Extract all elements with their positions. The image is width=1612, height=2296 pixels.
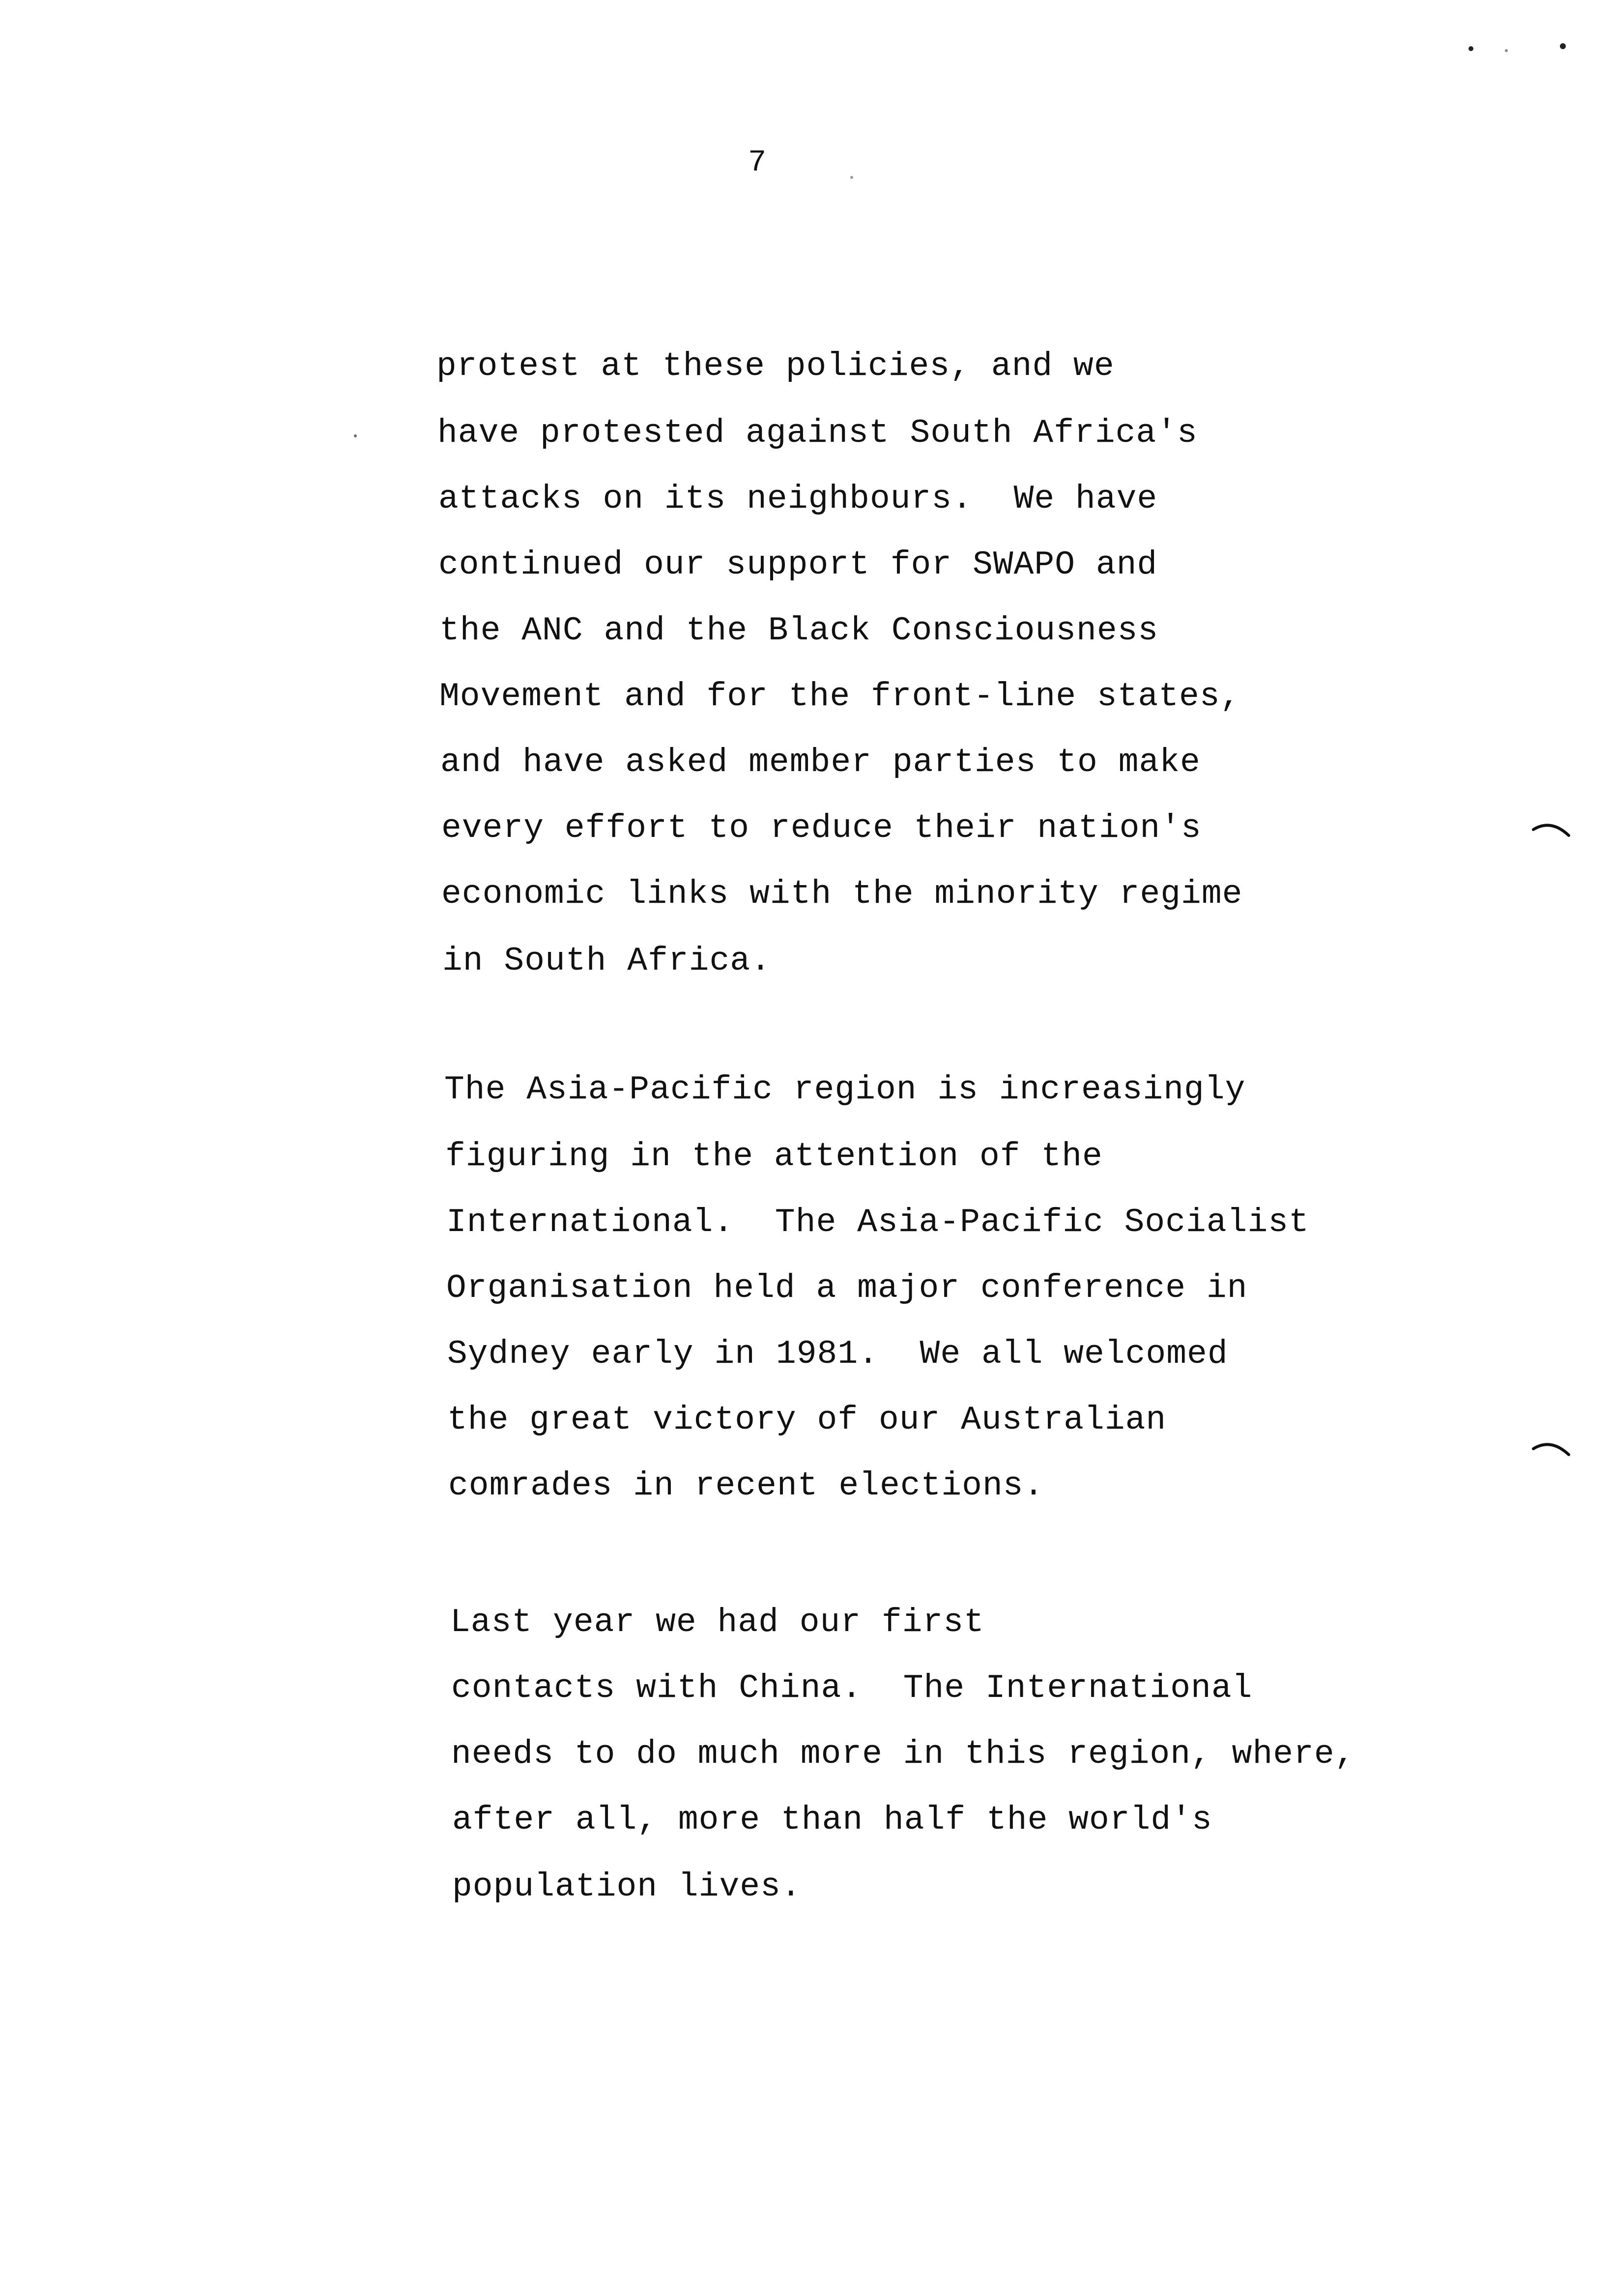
paragraph-line: the ANC and the Black Consciousness bbox=[439, 612, 1159, 650]
paragraph-line: attacks on its neighbours. We have bbox=[438, 480, 1158, 518]
margin-bracket-icon bbox=[1531, 819, 1571, 838]
paragraph-line: in South Africa. bbox=[442, 942, 771, 980]
page-number: 7 bbox=[748, 145, 767, 180]
paragraph-line: contacts with China. The International bbox=[451, 1669, 1253, 1707]
scan-speck bbox=[1468, 46, 1473, 51]
scan-speck bbox=[1560, 43, 1566, 49]
scan-speck bbox=[1505, 49, 1508, 52]
margin-bracket-icon bbox=[1531, 1438, 1571, 1458]
paragraph-line: every effort to reduce their nation's bbox=[441, 809, 1202, 847]
paragraph-line: Sydney early in 1981. We all welcomed bbox=[447, 1335, 1228, 1373]
paragraph-line: comrades in recent elections. bbox=[448, 1467, 1044, 1505]
paragraph-line: needs to do much more in this region, where, bbox=[451, 1735, 1355, 1773]
paragraph-line: population lives. bbox=[452, 1868, 802, 1906]
paragraph-line: Organisation held a major conference in bbox=[446, 1269, 1248, 1307]
paragraph-line: protest at these policies, and we bbox=[436, 347, 1115, 385]
paragraph-line: economic links with the minority regime bbox=[441, 875, 1243, 913]
scan-speck bbox=[850, 176, 853, 179]
paragraph-line: and have asked member parties to make bbox=[440, 744, 1201, 781]
scan-speck bbox=[354, 434, 357, 437]
paragraph-line: continued our support for SWAPO and bbox=[438, 546, 1158, 584]
paragraph-line: have protested against South Africa's bbox=[437, 414, 1198, 452]
paragraph-line: the great victory of our Australian bbox=[447, 1401, 1167, 1439]
paragraph-line: after all, more than half the world's bbox=[452, 1801, 1212, 1839]
paragraph-line: International. The Asia-Pacific Socialist bbox=[446, 1204, 1309, 1241]
paragraph-line: The Asia-Pacific region is increasingly bbox=[444, 1071, 1246, 1109]
paragraph-line: Movement and for the front-line states, bbox=[439, 678, 1241, 716]
paragraph-line: figuring in the attention of the bbox=[445, 1138, 1103, 1176]
paragraph-line: Last year we had our first bbox=[450, 1604, 984, 1641]
